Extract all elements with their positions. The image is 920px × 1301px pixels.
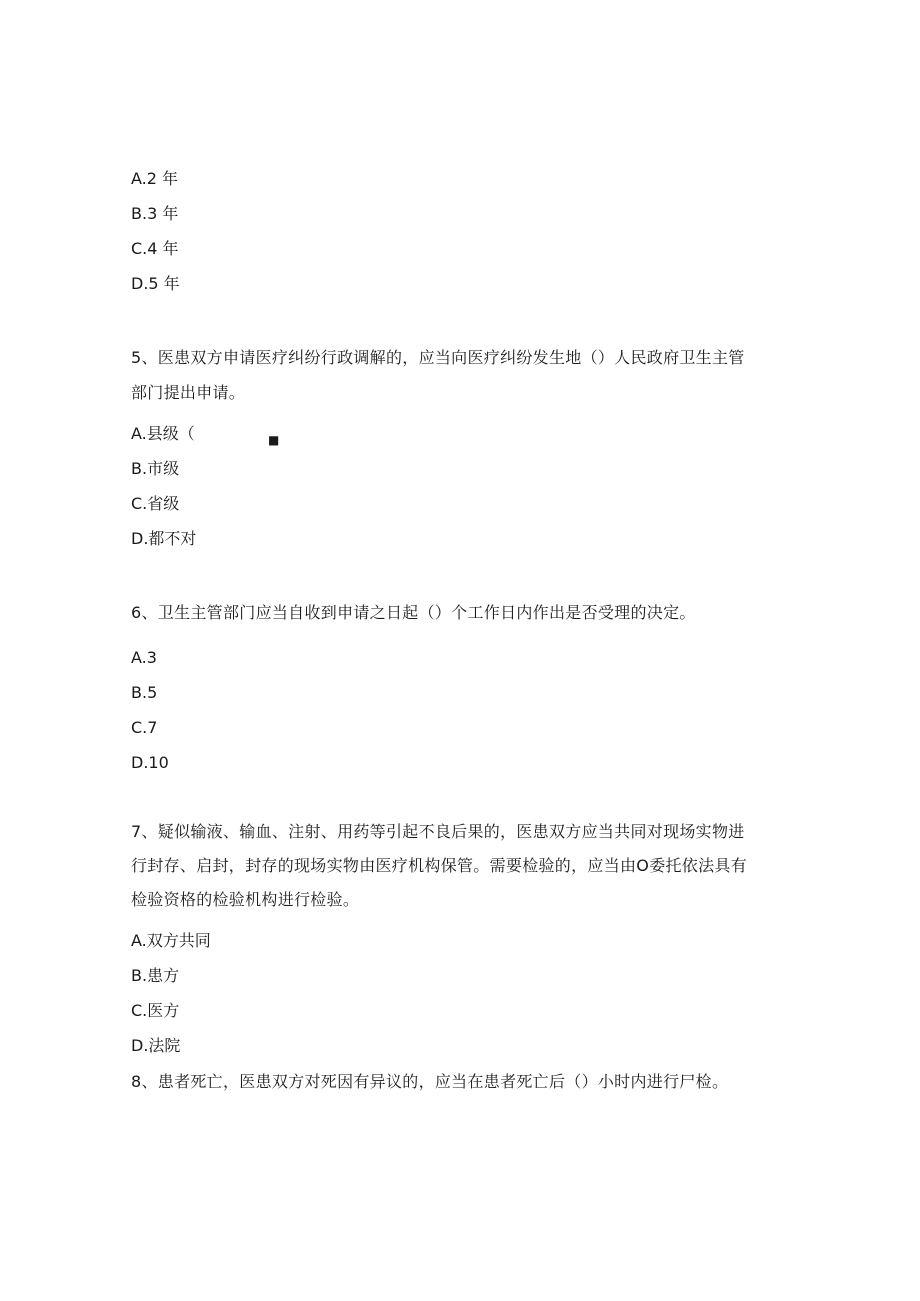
q6-option-b: B.5 — [131, 683, 158, 702]
q4-option-c: C.4 年 — [131, 239, 179, 258]
q5-option-c: C.省级 — [131, 494, 180, 513]
q4-option-d: D.5 年 — [131, 274, 180, 293]
q6-option-d: D.10 — [131, 753, 169, 772]
square-marker-icon: ■ — [268, 433, 280, 447]
q7-stem-line3: 检验资格的检验机构进行检验。 — [131, 890, 360, 909]
q7-option-d: D.法院 — [131, 1036, 181, 1055]
q4-option-b: B.3 年 — [131, 204, 179, 223]
q4-option-a: A.2 年 — [131, 169, 179, 188]
q7-option-a: A.双方共同 — [131, 931, 211, 950]
q5-stem-line1: 5、医患双方申请医疗纠纷行政调解的，应当向医疗纠纷发生地（）人民政府卫生主管 — [131, 348, 745, 367]
q6-stem-line1: 6、卫生主管部门应当自收到申请之日起（）个工作日内作出是否受理的决定。 — [131, 603, 696, 622]
q5-option-b: B.市级 — [131, 459, 180, 478]
q5-option-d: D.都不对 — [131, 529, 197, 548]
q7-option-c: C.医方 — [131, 1001, 180, 1020]
q5-stem-line2: 部门提出申请。 — [131, 383, 246, 402]
q5-option-a: A.县级（ — [131, 424, 195, 443]
q7-stem-line2: 行封存、启封，封存的现场实物由医疗机构保管。需要检验的，应当由O委托依法具有 — [131, 856, 747, 875]
q6-option-a: A.3 — [131, 648, 157, 667]
q7-option-b: B.患方 — [131, 966, 180, 985]
q6-option-c: C.7 — [131, 718, 158, 737]
q8-stem-line1: 8、患者死亡，医患双方对死因有异议的，应当在患者死亡后（）小时内进行尸检。 — [131, 1072, 729, 1091]
q7-stem-line1: 7、疑似输液、输血、注射、用药等引起不良后果的，医患双方应当共同对现场实物进 — [131, 822, 745, 841]
